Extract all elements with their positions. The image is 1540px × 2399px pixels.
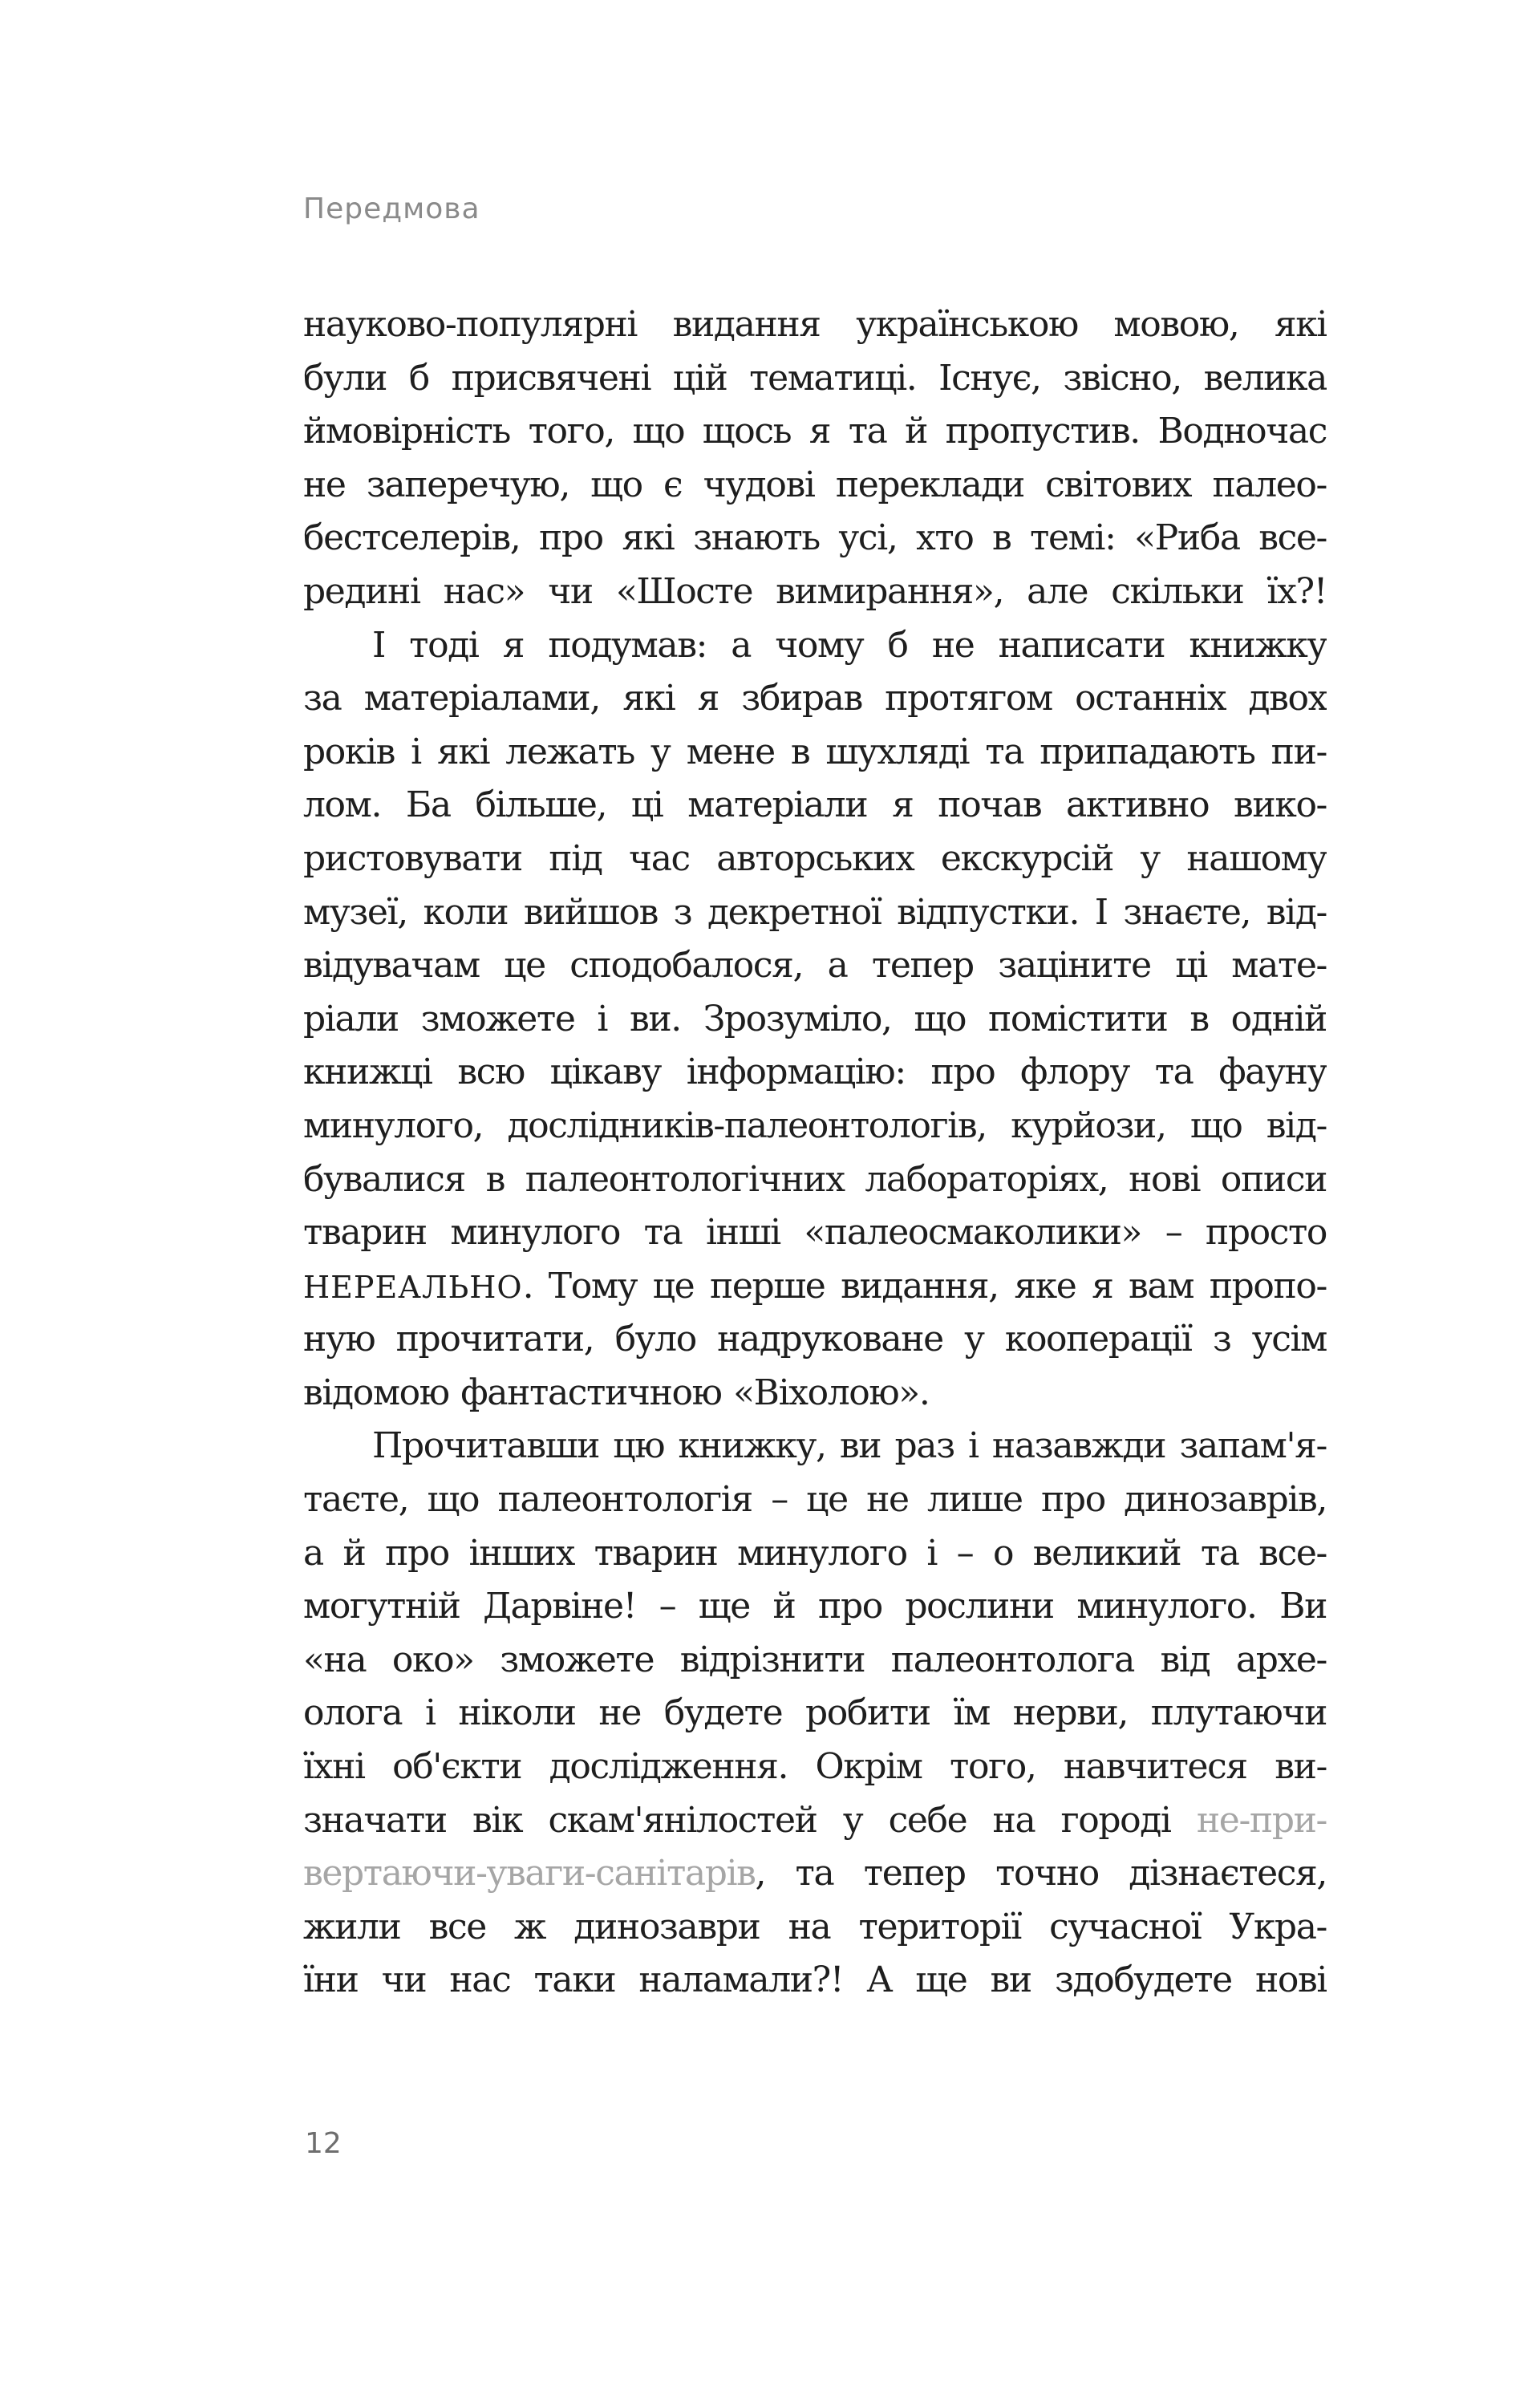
- line-text: , та тепер точно дізнаєтеся,: [755, 1853, 1327, 1894]
- muted-text: не-при-: [1196, 1799, 1327, 1841]
- line-text: бестселерів, про які знають усі, хто в темі: «Риба все-: [303, 517, 1327, 559]
- text-line: [303, 1527, 1327, 1581]
- text-line: [303, 1046, 1327, 1100]
- line-text: ную прочитати, було надруковане у кооперації з усім: [303, 1319, 1327, 1360]
- text-line: [303, 939, 1327, 993]
- text-line: [303, 352, 1327, 406]
- line-text: редині нас» чи «Шосте вимирання», але скільки їх?!: [303, 570, 1327, 612]
- line-text: ристовувати під час авторських екскурсій у нашому: [303, 837, 1327, 879]
- text-line: [303, 1687, 1327, 1740]
- body-text: [303, 298, 1327, 2008]
- text-line: [303, 405, 1327, 459]
- text-line: [303, 1740, 1327, 1794]
- text-line: [303, 1100, 1327, 1153]
- line-text: «на око» зможете відрізнити палеонтолога від архе-: [303, 1639, 1327, 1680]
- text-line: [303, 779, 1327, 833]
- running-head: Передмова: [303, 192, 480, 225]
- text-line: [303, 1260, 1327, 1314]
- line-text: не заперечую, що є чудові переклади світових палео-: [303, 464, 1327, 505]
- line-text: . Тому це перше видання, яке я вам пропо-: [522, 1265, 1327, 1307]
- text-line: [303, 726, 1327, 780]
- text-line: [303, 1634, 1327, 1688]
- page-number: 12: [305, 2127, 342, 2160]
- text-line: [303, 298, 1327, 352]
- text-line: [303, 1420, 1327, 1473]
- text-line: [303, 1794, 1327, 1848]
- text-line: [303, 619, 1327, 673]
- line-text: книжці всю цікаву інформацію: про флору та фауну: [303, 1052, 1327, 1093]
- line-text: Прочитавши цю книжку, ви раз і назавжди запам'я-: [372, 1425, 1327, 1467]
- text-line: [303, 1847, 1327, 1901]
- text-line: [303, 1901, 1327, 1955]
- line-text: їхні об'єкти дослідження. Окрім того, навчитеся ви-: [303, 1746, 1327, 1788]
- line-text: минулого, дослідників-палеонтологів, курйози, що від-: [303, 1104, 1327, 1146]
- line-text: відомою фантастичною «Віхолою».: [303, 1372, 930, 1413]
- line-text: могутній Дарвіне! – ще й про рослини минулого. Ви: [303, 1586, 1327, 1627]
- line-text: а й про інших тварин минулого і – о великий та все-: [303, 1532, 1327, 1574]
- text-line: [303, 993, 1327, 1047]
- line-text: їни чи нас таки наламали?! А ще ви здобудете нові: [303, 1959, 1327, 2001]
- line-text: ймовірність того, що щось я та й пропустив. Водночас: [303, 411, 1327, 452]
- text-line: [303, 886, 1327, 940]
- line-text: олога і ніколи не будете робити їм нерви, плутаючи: [303, 1692, 1327, 1734]
- line-text: ріали зможете і ви. Зрозуміло, що помістити в одній: [303, 998, 1327, 1039]
- text-line: [303, 1367, 1327, 1420]
- text-line: [303, 1206, 1327, 1260]
- line-text: років і які лежать у мене в шухляді та припадають пи-: [303, 731, 1327, 772]
- text-line: [303, 1473, 1327, 1527]
- line-text: бувалися в палеонтологічних лабораторіях, нові описи: [303, 1158, 1327, 1200]
- text-line: [303, 565, 1327, 619]
- muted-text: вертаючи-уваги-санітарів: [303, 1853, 756, 1894]
- line-text: відувачам це сподобалося, а тепер заціните ці мате-: [303, 945, 1327, 987]
- text-line: [303, 1954, 1327, 2008]
- line-text: І тоді я подумав: а чому б не написати книжку: [372, 624, 1327, 666]
- line-text: за матеріалами, які я збирав протягом останніх двох: [303, 678, 1327, 719]
- text-line: [303, 833, 1327, 886]
- line-text: були б присвячені цій тематиці. Існує, звісно, велика: [303, 357, 1327, 399]
- line-text: лом. Ба більше, ці матеріали я почав активно вико-: [303, 784, 1327, 826]
- text-line: [303, 1580, 1327, 1634]
- line-text: таєте, що палеонтологія – це не лише про динозаврів,: [303, 1479, 1327, 1521]
- line-text: музеї, коли вийшов з декретної відпустки. І знаєте, від-: [303, 891, 1327, 933]
- emphasis-text: НЕРЕАЛЬНО: [303, 1269, 523, 1305]
- line-text: науково-популярні видання українською мовою, які: [303, 304, 1327, 345]
- line-text: жили все ж динозаври на території сучасної Укра-: [303, 1906, 1327, 1947]
- line-text: тварин минулого та інші «палеосмаколики» – просто: [303, 1212, 1327, 1254]
- text-line: [303, 512, 1327, 565]
- text-line: [303, 459, 1327, 513]
- text-line: [303, 1153, 1327, 1207]
- line-text: значати вік скам'янілостей у себе на городі: [303, 1799, 1197, 1841]
- text-line: [303, 672, 1327, 726]
- text-line: [303, 1313, 1327, 1367]
